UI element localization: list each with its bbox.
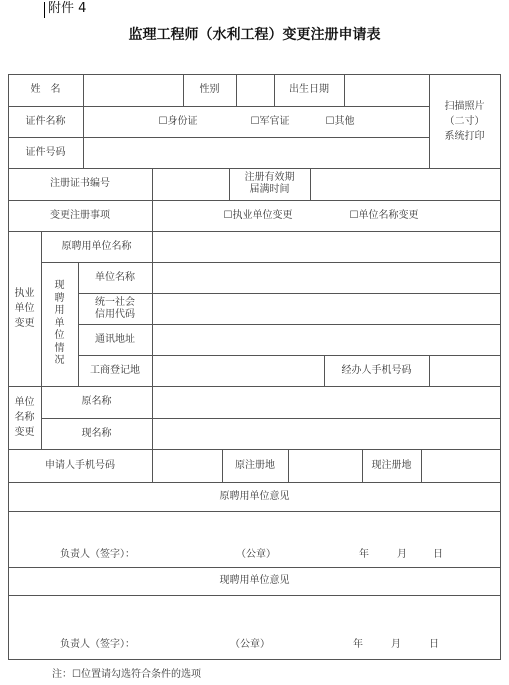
orig-month-label: 月	[397, 549, 407, 560]
address-field[interactable]	[153, 324, 500, 355]
registered-place-label: 工商登记地	[90, 364, 140, 376]
name-change-checkbox[interactable]: ☐单位名称变更	[349, 209, 419, 221]
photo-placeholder: 扫描照片 （二寸） 系统打印	[444, 100, 485, 142]
other-id-checkbox[interactable]: ☐其他	[325, 115, 355, 127]
current-reg-place-field[interactable]	[422, 449, 500, 482]
current-day-label: 日	[429, 639, 439, 650]
application-form-table	[8, 74, 501, 660]
footer-note: 注：☐位置请勾选符合条件的选项	[52, 669, 201, 680]
address-label: 通讯地址	[95, 333, 135, 345]
orig-reg-place-label: 原注册地	[235, 459, 275, 471]
gender-label: 性别	[199, 84, 220, 95]
orig-unit-name-field[interactable]	[153, 231, 500, 262]
orig-name-label: 原名称	[81, 396, 112, 407]
orig-year-label: 年	[359, 549, 369, 560]
credit-code-label: 统一社会 信用代码	[95, 296, 135, 320]
orig-seal-label: （公章）	[236, 549, 276, 560]
id-type-label: 证件名称	[25, 115, 66, 127]
applicant-phone-label: 申请人手机号码	[45, 459, 115, 471]
unit-name-label: 单位名称	[95, 271, 135, 283]
form-title: 监理工程师（水利工程）变更注册申请表	[128, 27, 381, 43]
birth-date-field[interactable]	[345, 74, 429, 106]
valid-until-field[interactable]	[311, 168, 500, 200]
orig-reg-place-field[interactable]	[289, 449, 362, 482]
current-name-label: 现名称	[81, 427, 112, 439]
registered-place-field[interactable]	[153, 355, 324, 386]
officer-card-checkbox[interactable]: ☐军官证	[250, 115, 290, 127]
id-card-checkbox[interactable]: ☐身份证	[158, 115, 198, 127]
practice-unit-change-label: 执业 单位 变更	[14, 288, 35, 329]
orig-name-field[interactable]	[153, 386, 500, 418]
table-border-bottom	[8, 659, 501, 660]
gender-field[interactable]	[237, 74, 274, 106]
current-year-label: 年	[353, 639, 363, 650]
valid-until-label: 注册有效期 届满时间	[244, 172, 295, 195]
orig-unit-opinion-label: 原聘用单位意见	[219, 490, 290, 502]
text-cursor	[44, 2, 45, 18]
id-number-label: 证件号码	[25, 146, 66, 158]
cert-number-label: 注册证书编号	[50, 178, 110, 189]
birth-date-label: 出生日期	[289, 84, 329, 95]
id-number-field[interactable]	[84, 137, 429, 168]
name-label: 姓 名	[30, 84, 61, 95]
credit-code-field[interactable]	[153, 293, 500, 324]
orig-unit-name-label: 原聘用单位名称	[61, 240, 132, 252]
current-signer-label: 负责人（签字）：	[60, 639, 135, 650]
current-seal-label: （公章）	[230, 639, 270, 650]
current-unit-opinion-label: 现聘用单位意见	[219, 575, 290, 586]
unit-name-change-label: 单位 名称 变更	[14, 397, 35, 438]
current-unit-info-label: 现 聘 用 单 位 情 况	[54, 280, 65, 367]
cert-number-field[interactable]	[153, 168, 229, 200]
current-reg-place-label: 现注册地	[371, 459, 412, 471]
name-field[interactable]	[84, 74, 183, 106]
unit-name-field[interactable]	[153, 262, 500, 293]
current-month-label: 月	[391, 639, 401, 650]
handler-phone-field[interactable]	[430, 355, 500, 386]
orig-signer-label: 负责人（签字）：	[60, 549, 135, 560]
orig-day-label: 日	[433, 549, 443, 560]
change-item-label: 变更注册事项	[50, 209, 110, 221]
handler-phone-label: 经办人手机号码	[341, 364, 412, 376]
attachment-label: 附件 4	[48, 1, 87, 16]
current-name-field[interactable]	[153, 418, 500, 449]
practice-change-checkbox[interactable]: ☐执业单位变更	[223, 209, 293, 221]
applicant-phone-field[interactable]	[153, 449, 222, 482]
